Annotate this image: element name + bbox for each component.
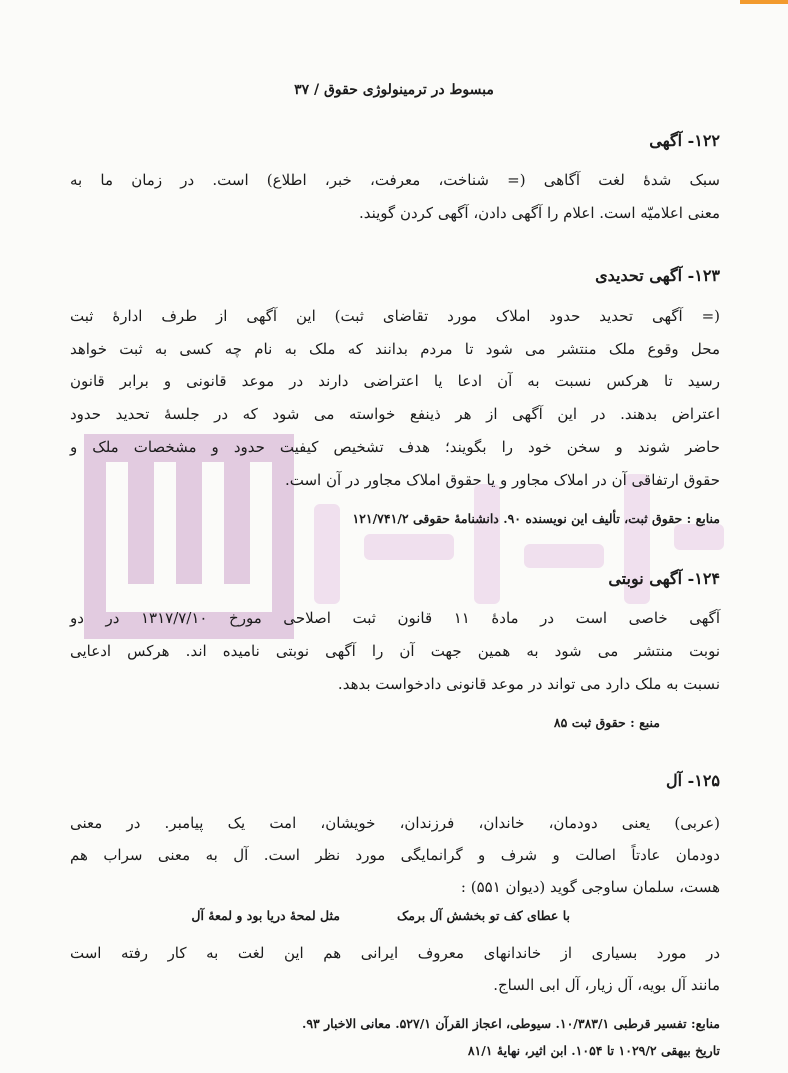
entry-heading: ۱۲۴- آگهی نوبتی <box>608 569 720 588</box>
entry-sources: منابع: تفسیر قرطبی ۱۰/۳۸۳/۱. سیوطی، اعجاز القرآن ۵۲۷/۱. معانی الاخبار ۹۳. <box>301 1016 720 1031</box>
entry-heading: ۱۲۵- آل <box>665 771 720 790</box>
entry-sources: منابع : حقوق ثبت، تألیف این نویسنده ۹۰. دانشنامهٔ حقوقی ۱۲۱/۷۴۱/۲ <box>352 511 720 526</box>
entry-text-line: نسبت به ملک دارد می تواند در موعد قانونی دادخواست بدهد. <box>337 675 720 693</box>
running-header: مبسوط در ترمینولوژی حقوق / ۳۷ <box>294 82 494 98</box>
entry-text-line: سبک شدهٔ لغت آگاهی (= شناخت، معرفت، خبر، اطلاع) است. در زمان ما به <box>70 171 720 189</box>
entry-heading: ۱۲۳- آگهی تحدیدی <box>595 266 720 285</box>
entry-text-line: اعتراض بدهند. در این آگهی از هر ذینفع خواسته می شود که در جلسهٔ تحدید حدود <box>70 405 720 423</box>
entry-text-line: حاضر شوند و سخن خود را بگویند؛ هدف تشخیص کیفیت حدود و مشخصات ملک و <box>70 438 720 456</box>
entry-text-line: معنی اعلامیّه است. اعلام را آگهی دادن، آگهی کردن گویند. <box>358 204 720 222</box>
entry-text-line: حقوق ارتفاقی آن در املاک مجاور و یا حقوق املاک مجاور در آن است. <box>284 471 720 489</box>
entry-text-line: دودمان عادتاً اصالت و شرف و گرانمایگی مورد نظر است. آل به معنی سراب هم <box>70 846 720 864</box>
entry-heading: ۱۲۲- آگهی <box>649 131 720 150</box>
entry-sources: تاریخ بیهقی ۱۰۲۹/۲ تا ۱۰۵۴. ابن اثیر، نهایهٔ ۸۱/۱ <box>467 1043 720 1058</box>
entry-text-line: (عربی) یعنی دودمان، خاندان، فرزندان، خویشان، امت یک پیامبر. در معنی <box>70 814 720 832</box>
entry-text-line: هست، سلمان ساوجی گوید (دیوان ۵۵۱) : <box>460 878 720 896</box>
entry-text-line: (= آگهی تحدید حدود املاک مورد تقاضای ثبت) این آگهی از طرف ادارهٔ ثبت <box>70 307 720 325</box>
entry-text-line: رسید تا هرکس نسبت به آن ادعا یا اعتراضی دارند در موعد قانونی و برابر قانون <box>70 372 720 390</box>
entry-sources: منبع : حقوق ثبت ۸۵ <box>553 715 660 730</box>
entry-text-line: آگهی خاصی است در مادهٔ ۱۱ قانون ثبت اصلاحی مورخ ۱۳۱۷/۷/۱۰ در دو <box>70 609 720 627</box>
entry-text-line: نوبت منتشر می شود به همین جهت آن را آگهی نوبتی نامیده اند. هرکس ادعایی <box>70 642 720 660</box>
verse-first-hemistich: با عطای کف تو بخشش آل برمک <box>397 908 570 923</box>
entry-text-line: در مورد بسیاری از خاندانهای معروف ایرانی هم این لغت به کار رفته است <box>70 944 721 962</box>
corner-accent-bar <box>740 0 788 4</box>
poem-verse <box>70 906 720 926</box>
verse-second-hemistich: مثل لمحهٔ دریا بود و لمعهٔ آل <box>191 908 340 923</box>
entry-text-line: محل وقوع ملک منتشر می شود تا مردم بدانند که ملک به نام چه کسی به ثبت خواهد <box>70 340 720 358</box>
entry-text-line: مانند آل بویه، آل زیار، آل ابی الساج. <box>493 976 720 994</box>
